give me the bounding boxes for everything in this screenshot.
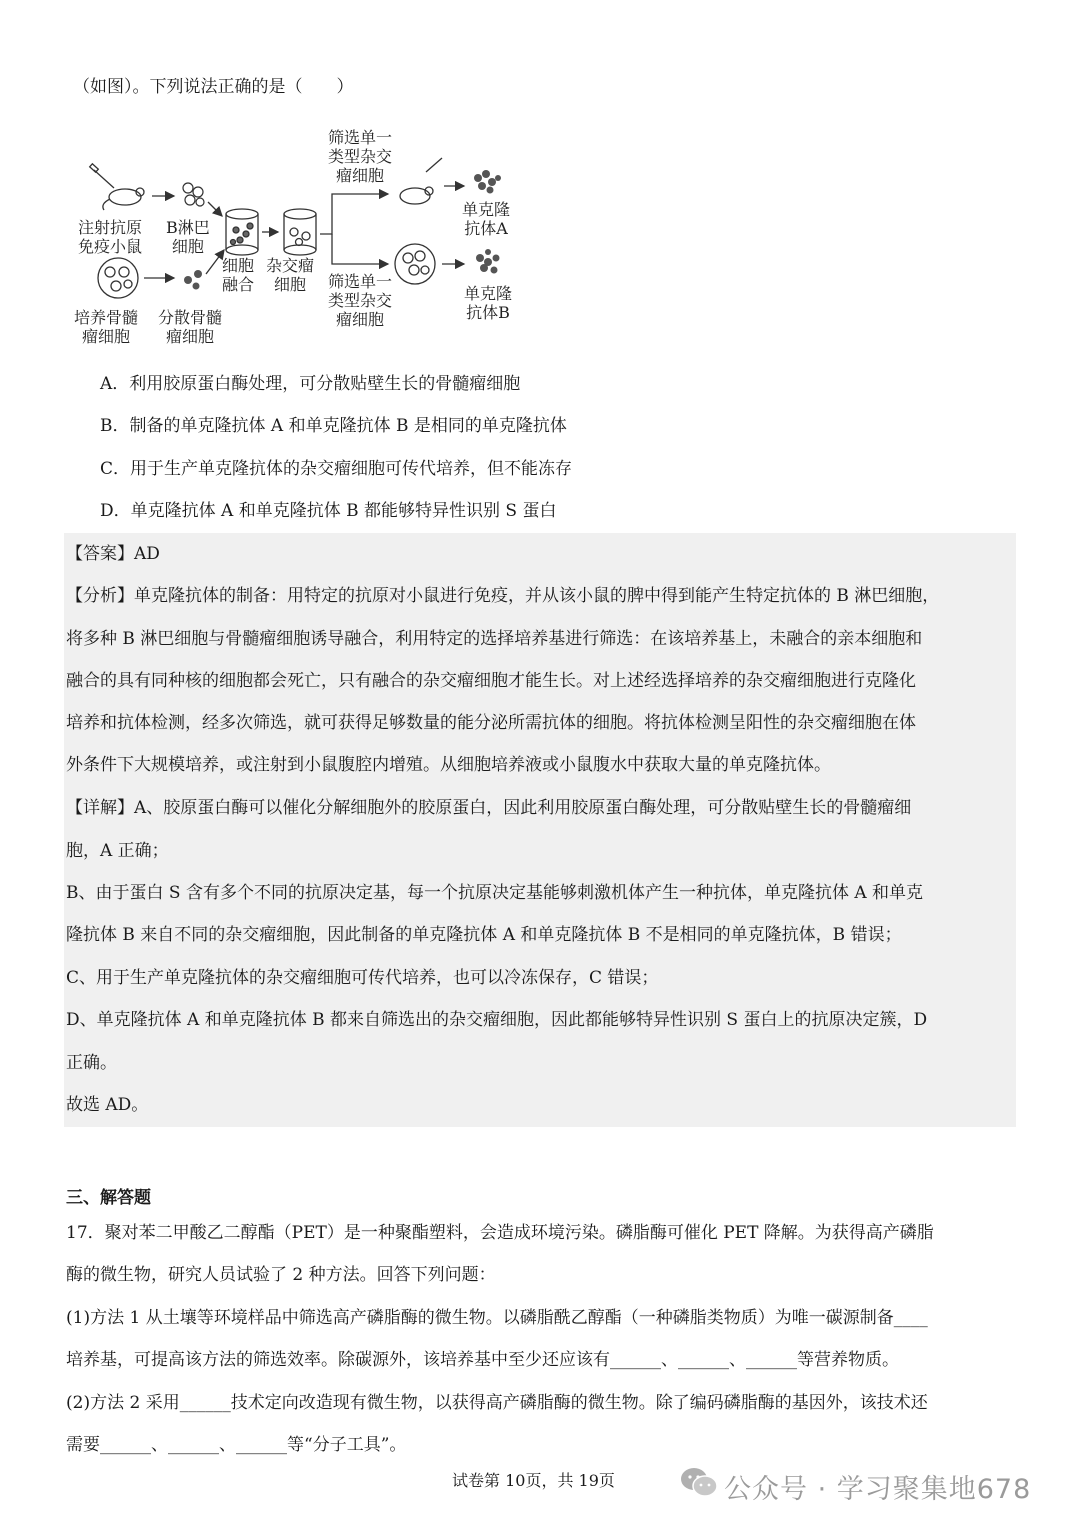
answer-shaded-region bbox=[64, 533, 1016, 1127]
option-c: C．用于生产单克隆抗体的杂交瘤细胞可传代培养，但不能冻存 bbox=[100, 459, 573, 479]
option-b: B．制备的单克隆抗体 A 和单克隆抗体 B 是相同的单克隆抗体 bbox=[100, 416, 567, 436]
q17-line: 酶的微生物，研究人员试验了 2 种方法。回答下列问题： bbox=[66, 1265, 496, 1285]
option-a: A．利用胶原蛋白酶处理，可分散贴壁生长的骨髓瘤细胞 bbox=[100, 374, 521, 394]
question-intro: （如图）。下列说法正确的是（ ） bbox=[73, 77, 354, 97]
label-culture-myeloma: 培养骨髓 瘤细胞 bbox=[74, 308, 139, 346]
label-fusion: 细胞 融合 bbox=[222, 256, 255, 294]
analysis-line: 将多种 B 淋巴细胞与骨髓瘤细胞诱导融合，利用特定的选择培养基进行筛选：在该培养基上，未融合的亲本细胞和 bbox=[66, 629, 923, 649]
analysis-line: 外条件下大规模培养，或注射到小鼠腹腔内增殖。从细胞培养液或小鼠腹水中获取大量的单克隆抗体。 bbox=[66, 755, 831, 775]
detail-line: B、由于蛋白 S 含有多个不同的抗原决定基，每一个抗原决定基能够刺激机体产生一种抗体，单克隆抗体 A 和单克 bbox=[66, 883, 924, 903]
antibody-a-icon bbox=[474, 170, 501, 194]
hybridoma-dish-icon bbox=[284, 209, 316, 255]
antibody-b-icon bbox=[476, 249, 500, 274]
fusion-dish-icon bbox=[226, 209, 258, 255]
detail-line: 故选 AD。 bbox=[66, 1095, 149, 1115]
top-mouse-icon bbox=[400, 158, 442, 204]
arrow-branch-top bbox=[320, 194, 388, 234]
mouse-syringe-icon bbox=[90, 164, 144, 210]
bottom-culture-icon bbox=[395, 244, 435, 284]
arrow-bcell-to-fusion bbox=[208, 202, 222, 216]
page-footer: 试卷第 10页，共 19页 bbox=[452, 1471, 615, 1490]
detail-line: 正确。 bbox=[66, 1053, 117, 1073]
detail-line: 【详解】A、胶原蛋白酶可以催化分解细胞外的胶原蛋白，因此利用胶原蛋白酶处理，可分散贴壁生长的骨髓瘤细 bbox=[66, 798, 912, 818]
q17-line: 需要______、______、______等“分子工具”。 bbox=[66, 1435, 407, 1455]
detail-line: D、单克隆抗体 A 和单克隆抗体 B 都来自筛选出的杂交瘤细胞，因此都能够特异性识别 S 蛋白上的抗原决定簇，D bbox=[66, 1010, 928, 1030]
myeloma-culture-icon bbox=[98, 258, 138, 298]
answer: 【答案】AD bbox=[66, 544, 160, 564]
monoclonal-antibody-diagram bbox=[70, 122, 540, 354]
analysis-line: 培养和抗体检测，经多次筛选，就可获得足够数量的能分泌所需抗体的细胞。将抗体检测呈阳性的杂交瘤细胞在体 bbox=[66, 713, 916, 733]
label-hybridoma: 杂交瘤 细胞 bbox=[266, 256, 315, 294]
wechat-icon bbox=[680, 1466, 718, 1498]
label-antibody-b: 单克隆 抗体B bbox=[464, 284, 513, 322]
analysis-line: 【分析】单克隆抗体的制备：用特定的抗原对小鼠进行免疫，并从该小鼠的脾中得到能产生特定抗体的 B 淋巴细胞， bbox=[66, 586, 940, 606]
q17-line: (2)方法 2 采用______技术定向改造现有微生物，以获得高产磷脂酶的微生物。除了编码磷脂酶的基因外，该技术还 bbox=[66, 1393, 928, 1413]
label-antibody-a: 单克隆 抗体A bbox=[462, 200, 511, 238]
detail-line: 胞，A 正确； bbox=[66, 841, 169, 861]
b-cell-icon bbox=[183, 183, 204, 206]
dispersed-myeloma-icon bbox=[184, 270, 202, 290]
label-screen-top: 筛选单一 类型杂交 瘤细胞 bbox=[328, 128, 393, 185]
detail-line: 隆抗体 B 来自不同的杂交瘤细胞，因此制备的单克隆抗体 A 和单克隆抗体 B 不是相同的单克隆抗体，B 错误； bbox=[66, 925, 902, 945]
option-d: D．单克隆抗体 A 和单克隆抗体 B 都能够特异性识别 S 蛋白 bbox=[100, 501, 557, 521]
q17-line: 17．聚对苯二甲酸乙二醇酯（PET）是一种聚酯塑料，会造成环境污染。磷脂酶可催化 PET 降解。为获得高产磷脂 bbox=[66, 1223, 934, 1243]
label-disperse-myeloma: 分散骨髓 瘤细胞 bbox=[158, 308, 223, 346]
q17-line: (1)方法 1 从土壤等环境样品中筛选高产磷脂酶的微生物。以磷脂酰乙醇酯（一种磷脂类物质）为唯一碳源制备____ bbox=[66, 1308, 928, 1328]
watermark-text: 公众号 · 学习聚集地678 bbox=[724, 1474, 1032, 1505]
label-b-cell: B淋巴 细胞 bbox=[166, 218, 210, 256]
label-screen-bottom: 筛选单一 类型杂交 瘤细胞 bbox=[328, 272, 393, 329]
section-title: 三、解答题 bbox=[66, 1188, 151, 1208]
q17-line: 培养基，可提高该方法的筛选效率。除碳源外，该培养基中至少还应该有______、______、______等营养物质。 bbox=[66, 1350, 899, 1370]
detail-line: C、用于生产单克隆抗体的杂交瘤细胞可传代培养，也可以冷冻保存，C 错误； bbox=[66, 968, 659, 988]
arrow-branch-bottom bbox=[332, 234, 388, 264]
analysis-line: 融合的具有同种核的细胞都会死亡，只有融合的杂交瘤细胞才能生长。对上述经选择培养的杂交瘤细胞进行克隆化 bbox=[66, 671, 916, 691]
label-mouse: 注射抗原 免疫小鼠 bbox=[78, 218, 143, 256]
